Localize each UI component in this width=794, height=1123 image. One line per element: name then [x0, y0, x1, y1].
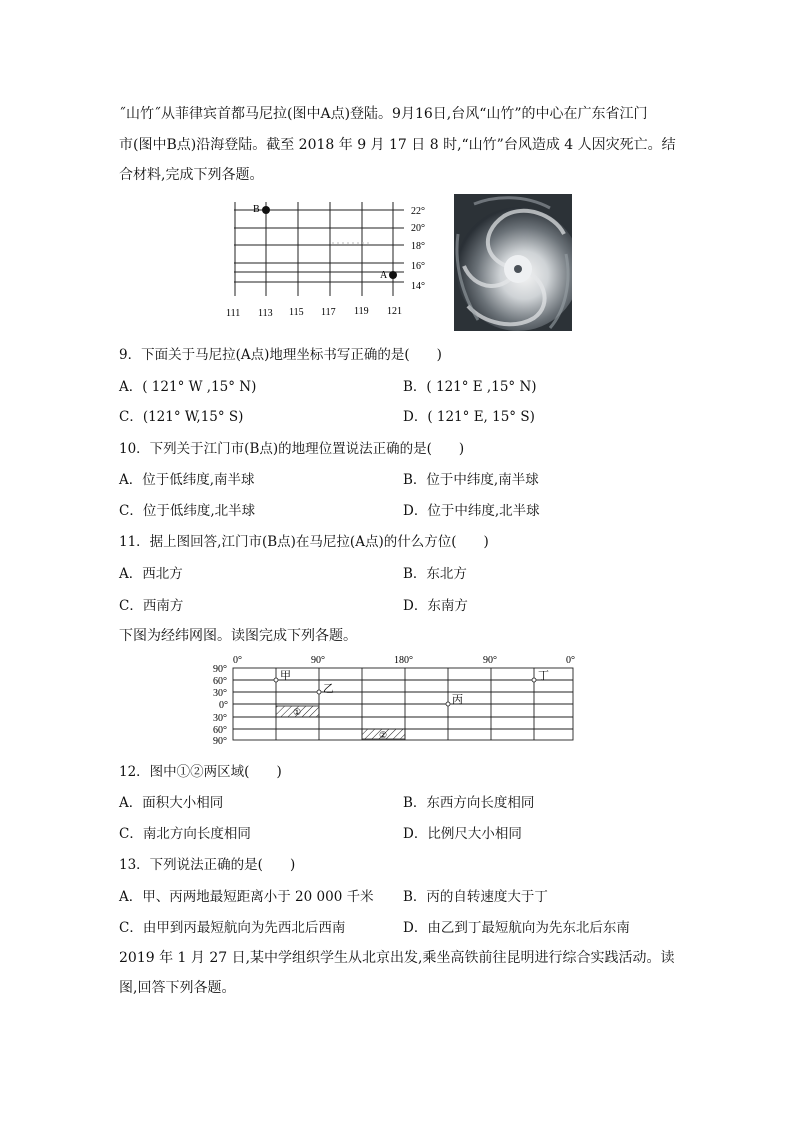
lat-label-90n: 90°: [213, 664, 227, 675]
q12-option-d[interactable]: D．比例尺大小相同: [403, 826, 522, 842]
q12-option-a[interactable]: A．面积大小相同: [119, 795, 224, 811]
q9-option-a[interactable]: A．( 121° W ,15° N): [119, 379, 257, 395]
point-bing-dot: [446, 702, 450, 706]
lon-label-0-right: 0°: [566, 655, 575, 666]
point-b-dot: [262, 206, 270, 214]
lon-label-90-left: 90°: [311, 655, 325, 666]
lon-label-0-left: 0°: [233, 655, 242, 666]
lat-label-20: 20°: [411, 223, 425, 234]
question-10-stem: 10．下列关于江门市(B点)的地理位置说法正确的是( ): [119, 441, 465, 457]
lat-label-90s: 90°: [213, 736, 227, 747]
q12-option-b[interactable]: B．东西方向长度相同: [403, 795, 535, 811]
q12-option-c[interactable]: C．南北方向长度相同: [119, 826, 251, 842]
lon-label-111: 111: [226, 308, 241, 319]
q10-option-d[interactable]: D．位于中纬度,北半球: [403, 503, 540, 519]
lat-label-30n: 30°: [213, 688, 227, 699]
region-1-label: ①: [293, 707, 302, 717]
point-a-dot: [389, 271, 397, 279]
lon-label-117: 117: [321, 307, 336, 318]
point-b-label: B: [253, 204, 260, 215]
point-ding-label: 丁: [538, 670, 549, 682]
point-a-label: A: [380, 270, 388, 281]
lon-label-113: 113: [258, 308, 273, 319]
satellite-typhoon-image: [454, 194, 572, 331]
point-jia-label: 甲: [280, 670, 291, 682]
lon-label-180: 180°: [394, 655, 413, 666]
outro-line-2: 图,回答下列各题。: [119, 980, 236, 996]
lon-label-119: 119: [354, 306, 369, 317]
point-yi-label: 乙: [323, 683, 334, 695]
lon-label-121: 121: [387, 306, 402, 317]
q9-option-c[interactable]: C．(121° W,15° S): [119, 409, 244, 425]
question-12-stem: 12．图中①②两区域( ): [119, 764, 282, 780]
q11-option-a[interactable]: A．西北方: [119, 566, 183, 582]
intro-line-3: 合材料,完成下列各题。: [119, 167, 264, 183]
q10-option-b[interactable]: B．位于中纬度,南半球: [403, 472, 539, 488]
q11-option-d[interactable]: D．东南方: [403, 598, 468, 614]
section-2-intro: 下图为经纬网图。读图完成下列各题。: [119, 628, 357, 644]
world-graticule-diagram: [205, 651, 590, 747]
outro-line-1: 2019 年 1 月 27 日,某中学组织学生从北京出发,乘坐高铁前往昆明进行综合实践活动。读: [119, 950, 675, 966]
q10-option-c[interactable]: C．位于低纬度,北半球: [119, 503, 256, 519]
lat-label-22: 22°: [411, 206, 425, 217]
point-bing-label: 丙: [452, 694, 463, 706]
lat-label-60s: 60°: [213, 725, 227, 736]
lon-label-90-right: 90°: [483, 655, 497, 666]
lat-label-18: 18°: [411, 241, 425, 252]
q13-option-b[interactable]: B．丙的自转速度大于丁: [403, 889, 548, 905]
lat-label-30s: 30°: [213, 713, 227, 724]
point-yi-dot: [317, 690, 321, 694]
lon-label-115: 115: [289, 307, 304, 318]
lat-label-0: 0°: [219, 700, 228, 711]
question-11-stem: 11．据上图回答,江门市(B点)在马尼拉(A点)的什么方位( ): [119, 534, 489, 550]
q11-option-c[interactable]: C．西南方: [119, 598, 184, 614]
q13-option-d[interactable]: D．由乙到丁最短航向为先东北后东南: [403, 920, 630, 936]
lat-long-grid-map: [220, 192, 440, 324]
question-13-stem: 13．下列说法正确的是( ): [119, 857, 296, 873]
q9-option-b[interactable]: B．( 121° E ,15° N): [403, 379, 537, 395]
q9-option-d[interactable]: D．( 121° E, 15° S): [403, 409, 535, 425]
lat-label-14: 14°: [411, 281, 425, 292]
region-2-label: ②: [379, 730, 388, 740]
intro-line-2: 市(图中B点)沿海登陆。截至 2018 年 9 月 17 日 8 时,“山竹”台风造成 4 人因灾死亡。结: [119, 137, 676, 153]
q10-option-a[interactable]: A．位于低纬度,南半球: [119, 472, 255, 488]
intro-line-1: ˝山竹˝从菲律宾首都马尼拉(图中A点)登陆。9月16日,台风“山竹”的中心在广东省江门: [119, 106, 648, 122]
q13-option-a[interactable]: A．甲、丙两地最短距离小于 20 000 千米: [119, 889, 374, 905]
q13-option-c[interactable]: C．由甲到丙最短航向为先西北后西南: [119, 920, 346, 936]
lat-label-16: 16°: [411, 261, 425, 272]
point-jia-dot: [274, 678, 278, 682]
lat-label-60n: 60°: [213, 676, 227, 687]
point-ding-dot: [532, 678, 536, 682]
q11-option-b[interactable]: B．东北方: [403, 566, 467, 582]
question-9-stem: 9．下面关于马尼拉(A点)地理坐标书写正确的是( ): [119, 347, 442, 363]
